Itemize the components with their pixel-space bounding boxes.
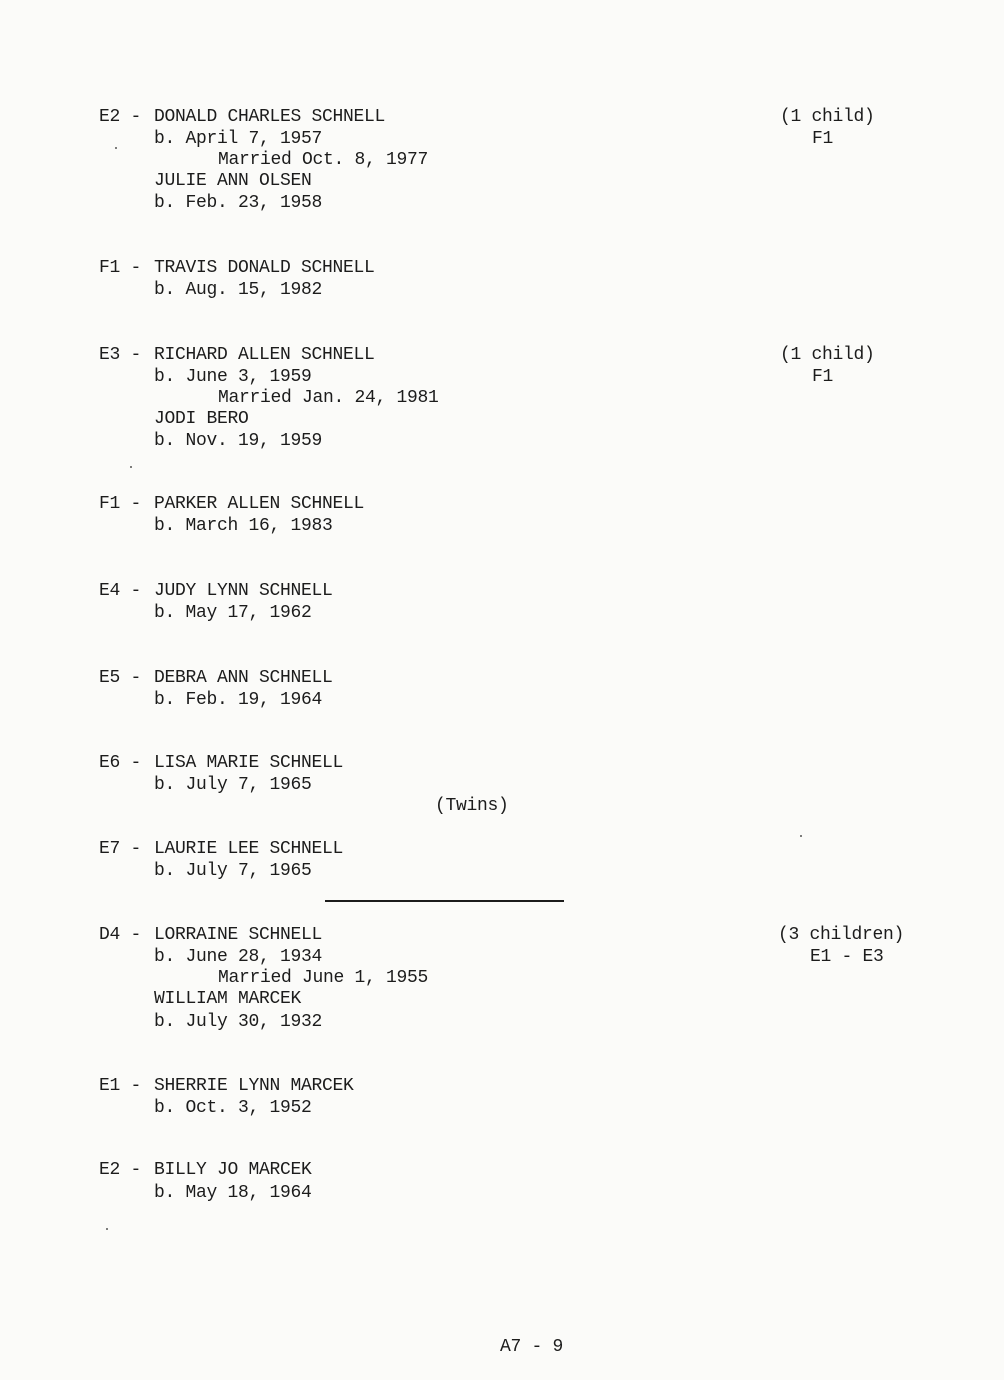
scan-speck — [800, 835, 802, 837]
entry-spouse: JULIE ANN OLSEN — [154, 171, 312, 191]
entry-name: BILLY JO MARCEK — [154, 1160, 312, 1180]
scan-speck — [130, 466, 132, 468]
entry-code: E4 - — [99, 581, 142, 601]
children-range: F1 — [812, 367, 834, 387]
entry-name: RICHARD ALLEN SCHNELL — [154, 345, 375, 365]
children-count: (3 children) — [778, 925, 905, 945]
entry-name: DONALD CHARLES SCHNELL — [154, 107, 386, 127]
entry-name: PARKER ALLEN SCHNELL — [154, 494, 365, 514]
entry-code: E7 - — [99, 839, 142, 859]
section-divider — [325, 900, 564, 902]
children-count: (1 child) — [780, 345, 875, 365]
entry-spouse: JODI BERO — [154, 409, 249, 429]
twins-note: (Twins) — [435, 796, 509, 816]
entry-spouse: WILLIAM MARCEK — [154, 989, 302, 1009]
entry-name: TRAVIS DONALD SCHNELL — [154, 258, 375, 278]
children-count: (1 child) — [780, 107, 875, 127]
entry-birth: b. May 18, 1964 — [154, 1183, 312, 1203]
entry-spouse-birth: b. Feb. 23, 1958 — [154, 193, 323, 213]
entry-name: DEBRA ANN SCHNELL — [154, 668, 333, 688]
entry-birth: b. July 7, 1965 — [154, 861, 312, 881]
entry-married: Married Jan. 24, 1981 — [218, 388, 439, 408]
entry-code: D4 - — [99, 925, 142, 945]
entry-birth: b. June 28, 1934 — [154, 947, 323, 967]
entry-code: E5 - — [99, 668, 142, 688]
entry-birth: b. June 3, 1959 — [154, 367, 312, 387]
entry-married: Married Oct. 8, 1977 — [218, 150, 429, 170]
entry-name: LAURIE LEE SCHNELL — [154, 839, 344, 859]
children-range: E1 - E3 — [810, 947, 884, 967]
entry-name: LISA MARIE SCHNELL — [154, 753, 344, 773]
entry-birth: b. April 7, 1957 — [154, 129, 323, 149]
page-number: A7 - 9 — [500, 1337, 564, 1357]
entry-birth: b. Aug. 15, 1982 — [154, 280, 323, 300]
entry-birth: b. July 7, 1965 — [154, 775, 312, 795]
entry-code: E1 - — [99, 1076, 142, 1096]
entry-name: JUDY LYNN SCHNELL — [154, 581, 333, 601]
entry-code: F1 - — [99, 258, 142, 278]
entry-name: SHERRIE LYNN MARCEK — [154, 1076, 354, 1096]
entry-code: E2 - — [99, 1160, 142, 1180]
entry-code: F1 - — [99, 494, 142, 514]
entry-spouse-birth: b. Nov. 19, 1959 — [154, 431, 323, 451]
entry-married: Married June 1, 1955 — [218, 968, 429, 988]
entry-birth: b. May 17, 1962 — [154, 603, 312, 623]
entry-code: E6 - — [99, 753, 142, 773]
entry-spouse-birth: b. July 30, 1932 — [154, 1012, 323, 1032]
scan-speck — [106, 1228, 108, 1230]
entry-code: E2 - — [99, 107, 142, 127]
entry-birth: b. March 16, 1983 — [154, 516, 333, 536]
entry-name: LORRAINE SCHNELL — [154, 925, 323, 945]
scan-speck — [115, 147, 117, 149]
children-range: F1 — [812, 129, 834, 149]
entry-birth: b. Oct. 3, 1952 — [154, 1098, 312, 1118]
entry-birth: b. Feb. 19, 1964 — [154, 690, 323, 710]
entry-code: E3 - — [99, 345, 142, 365]
